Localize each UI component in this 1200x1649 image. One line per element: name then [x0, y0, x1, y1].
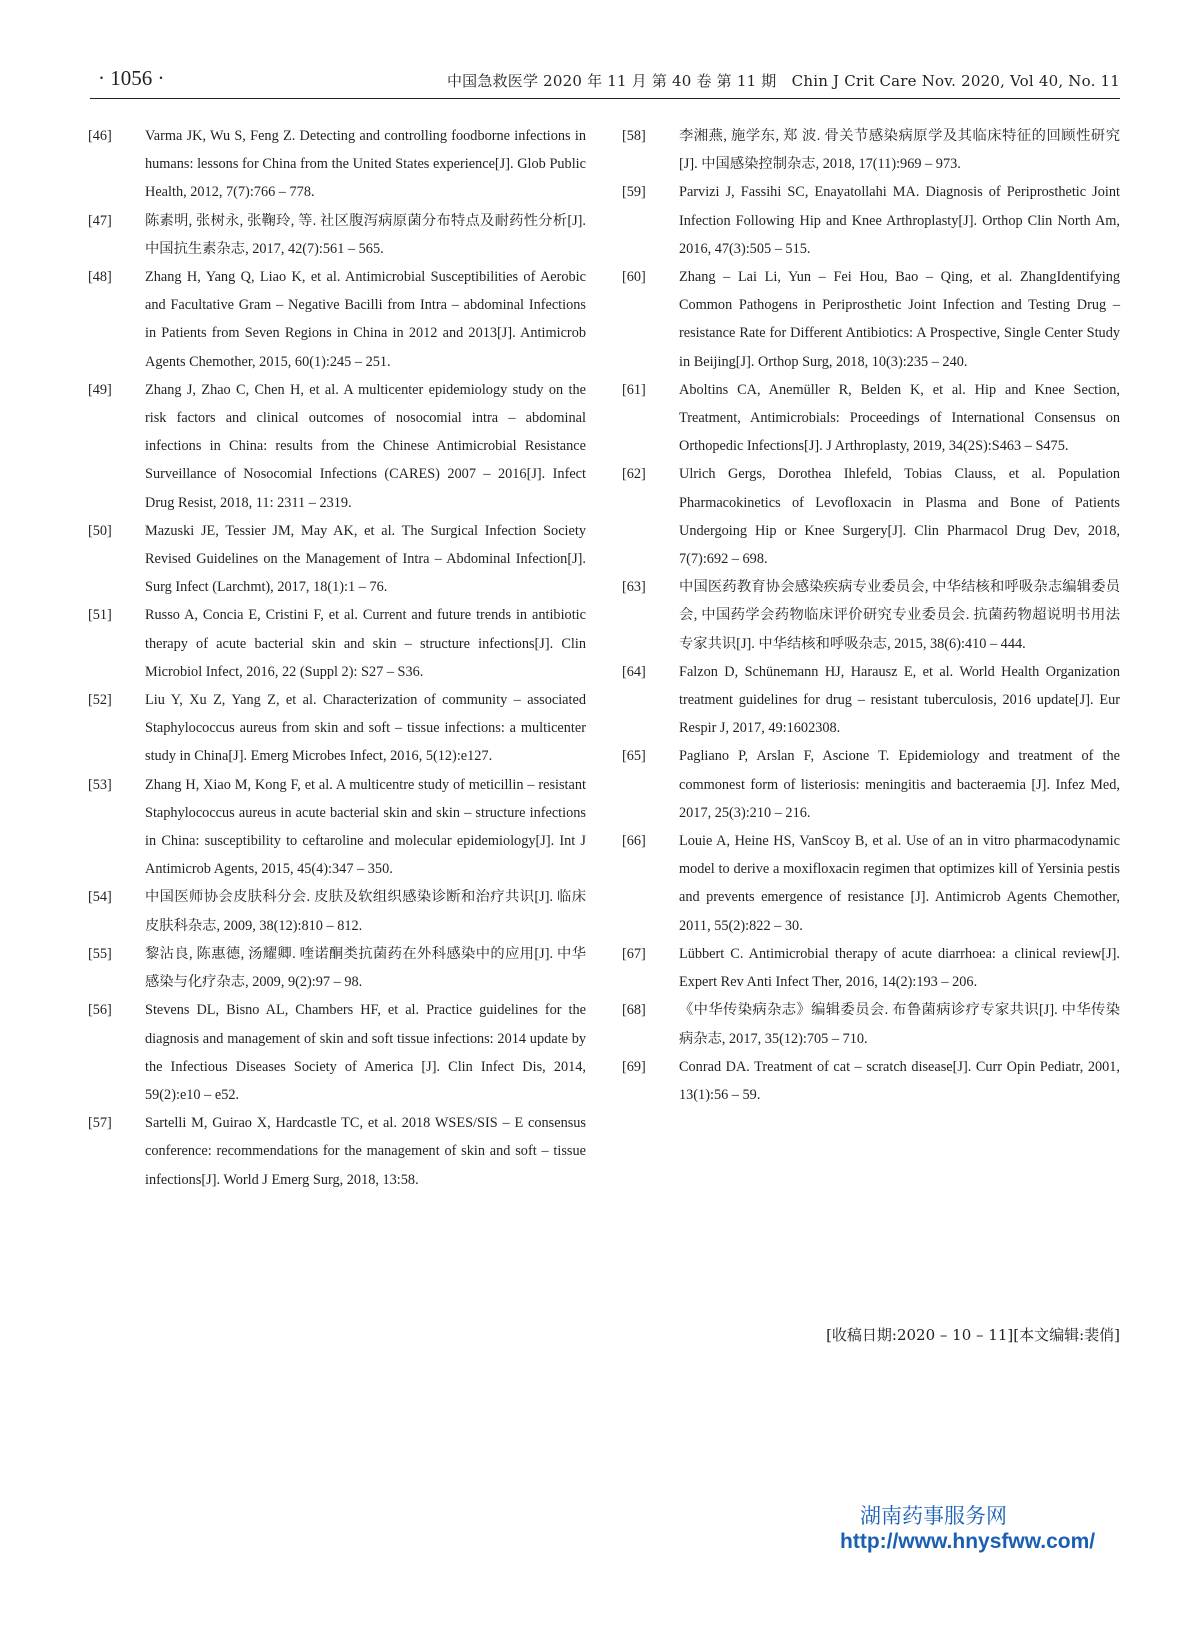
- reference-item: [622, 940, 1120, 996]
- reference-text: Zhang J, Zhao C, Chen H, et al. A multicenter epidemiology study on the risk factors and clinical outcomes of nosocomial intra – abdominal infections in China: results from the Chinese Antimicrobial Resistance Surveillance of Nosocomial Infections (CARES) 2007 – 2016[J]. Infect Drug Resist, 2018, 11: 2311 – 2319.: [145, 381, 586, 511]
- reference-item: [622, 263, 1120, 376]
- reference-item: [88, 517, 586, 602]
- reference-text: 黎沾良, 陈惠德, 汤耀卿. 喹诺酮类抗菌药在外科感染中的应用[J]. 中华感染与化疗杂志, 2009, 9(2):97 – 98.: [145, 945, 586, 991]
- reference-number: [47]: [88, 212, 112, 229]
- reference-item: [88, 883, 586, 939]
- reference-item: [88, 122, 586, 207]
- page-number: · 1056 ·: [98, 66, 165, 90]
- reference-item: [88, 940, 586, 996]
- reference-item: [622, 742, 1120, 827]
- reference-number: [68]: [622, 1002, 646, 1019]
- reference-number: [58]: [622, 128, 646, 144]
- reference-item: [622, 827, 1120, 940]
- reference-number: [49]: [88, 381, 112, 398]
- reference-text: Sartelli M, Guirao X, Hardcastle TC, et al. 2018 WSES/SIS – E consensus conference: recommendations for the management of skin and soft – tissue infections[J]. World J Emerg Surg, 2018, 13:58.: [145, 1115, 586, 1188]
- reference-number: [67]: [622, 945, 646, 962]
- reference-item: [88, 601, 586, 686]
- reference-text: 陈素明, 张树永, 张鞠玲, 等. 社区腹泻病原菌分布特点及耐药性分析[J]. 中国抗生素杂志, 2017, 42(7):561 – 565.: [145, 212, 586, 257]
- reference-text: Zhang H, Xiao M, Kong F, et al. A multicentre study of meticillin – resistant Staphylococcus aureus in acute bacterial skin and skin – structure infections in China: susceptibility to ceftaroline and molecular epidemiology[J]. Int J Antimicrob Agents, 2015, 45(4):347 – 350.: [145, 776, 586, 878]
- reference-text: Zhang – Lai Li, Yun – Fei Hou, Bao – Qing, et al. ZhangIdentifying Common Pathogens in Periprosthetic Joint Infection and Testing Drug – resistance Rate for Different Antibiotics: A Prospective, Single Center Study in Beijing[J]. Orthop Surg, 2018, 10(3):235 – 240.: [679, 269, 1120, 370]
- reference-item: [622, 178, 1120, 263]
- reference-text: Parvizi J, Fassihi SC, Enayatollahi MA. Diagnosis of Periprosthetic Joint Infection Following Hip and Knee Arthroplasty[J]. Orthop Clin North Am, 2016, 47(3):505 – 515.: [679, 184, 1120, 257]
- reference-text: Falzon D, Schünemann HJ, Harausz E, et al. World Health Organization treatment guidelines for drug – resistant tuberculosis, 2016 update[J]. Eur Respir J, 2017, 49:1602308.: [679, 663, 1120, 737]
- watermark-url-link[interactable]: http://www.hnysfww.com/: [840, 1530, 1096, 1553]
- reference-number: [59]: [622, 184, 646, 201]
- reference-number: [62]: [622, 466, 646, 483]
- reference-number: [65]: [622, 748, 646, 765]
- reference-text: Liu Y, Xu Z, Yang Z, et al. Characterization of community – associated Staphylococcus aureus from skin and soft – tissue infections: a multicenter study in China[J]. Emerg Microbes Infect, 2016, 5(12):e127.: [145, 692, 586, 765]
- reference-text: Zhang H, Yang Q, Liao K, et al. Antimicrobial Susceptibilities of Aerobic and Facultative Gram – Negative Bacilli from Intra – abdominal Infections in Patients from Seven Regions in China in 2012 and 2013[J]. Antimicrob Agents Chemother, 2015, 60(1):245 – 251.: [145, 269, 586, 370]
- reference-text: Mazuski JE, Tessier JM, May AK, et al. The Surgical Infection Society Revised Guidelines on the Management of Intra – Abdominal Infection[J]. Surg Infect (Larchmt), 2017, 18(1):1 – 76.: [145, 522, 586, 596]
- reference-item: [88, 263, 586, 376]
- watermark: [840, 1500, 1095, 1554]
- reference-text: Lübbert C. Antimicrobial therapy of acute diarrhoea: a clinical review[J]. Expert Rev Anti Infect Ther, 2016, 14(2):193 – 206.: [679, 945, 1120, 991]
- reference-text: Ulrich Gergs, Dorothea Ihlefeld, Tobias Clauss, et al. Population Pharmacokinetics of Levofloxacin in Plasma and Bone of Patients Undergoing Hip or Knee Surgery[J]. Clin Pharmacol Drug Dev, 2018, 7(7):692 – 698.: [679, 466, 1120, 568]
- journal-citation: 中国急救医学 2020 年 11 月 第 40 卷 第 11 期 Chin J Crit Care Nov. 2020, Vol 40, No. 11: [446, 72, 1120, 90]
- reference-number: [55]: [88, 945, 112, 962]
- reference-item: [622, 1053, 1120, 1109]
- reference-item: [622, 122, 1120, 178]
- reference-item: [88, 1109, 586, 1194]
- reference-text: Louie A, Heine HS, VanScoy B, et al. Use of an in vitro pharmacodynamic model to derive a moxifloxacin regimen that optimizes kill of Yersinia pestis and prevents emergence of resistance [J]. Antimicrob Agents Chemother, 2011, 55(2):822 – 30.: [679, 833, 1120, 934]
- reference-item: [622, 573, 1120, 658]
- reference-text: Conrad DA. Treatment of cat – scratch disease[J]. Curr Opin Pediatr, 2001, 13(1):56 – 59.: [679, 1058, 1120, 1103]
- reference-item: [88, 376, 586, 517]
- reference-number: [66]: [622, 833, 646, 850]
- reference-item: [88, 686, 586, 771]
- reference-number: [48]: [88, 269, 112, 286]
- reference-number: [61]: [622, 381, 646, 398]
- reference-item: [622, 658, 1120, 743]
- reference-text: Pagliano P, Arslan F, Ascione T. Epidemiology and treatment of the commonest form of listeriosis: meningitis and bacteraemia [J]. Infez Med, 2017, 25(3):210 – 216.: [679, 748, 1120, 821]
- reference-item: [622, 460, 1120, 573]
- reference-number: [51]: [88, 607, 112, 624]
- reference-number: [57]: [88, 1115, 112, 1132]
- reference-number: [60]: [622, 269, 646, 286]
- reference-number: [52]: [88, 692, 112, 709]
- reference-text: 李湘燕, 施学东, 郑 波. 骨关节感染病原学及其临床特征的回顾性研究[J]. 中国感染控制杂志, 2018, 17(11):969 – 973.: [679, 128, 1120, 173]
- reference-number: [50]: [88, 522, 112, 539]
- reference-item: [88, 771, 586, 884]
- reference-number: [46]: [88, 128, 112, 144]
- reference-item: [88, 996, 586, 1109]
- reference-number: [69]: [622, 1058, 646, 1075]
- reference-item: [622, 996, 1120, 1052]
- reference-text: Aboltins CA, Anemüller R, Belden K, et al. Hip and Knee Section, Treatment, Antimicrobials: Proceedings of International Consensus on Orthopedic Infections[J]. J Arthroplasty, 2019, 34(2S):S463 – S475.: [679, 381, 1120, 455]
- reference-text: Stevens DL, Bisno AL, Chambers HF, et al. Practice guidelines for the diagnosis and management of skin and soft tissue infections: 2014 update by the Infectious Diseases Society of America [J]. Clin Infect Dis, 2014, 59(2):e10 – e52.: [145, 1002, 586, 1103]
- reference-column-right: [622, 122, 1120, 1109]
- reference-item: [622, 376, 1120, 461]
- running-header: [90, 64, 1120, 99]
- watermark-site-name: 湖南药事服务网: [860, 1504, 1007, 1528]
- received-date-note: [收稿日期:2020 – 10 – 11][本文编辑:裴俏]: [826, 1326, 1120, 1344]
- reference-column-left: [88, 122, 586, 1194]
- reference-text: Varma JK, Wu S, Feng Z. Detecting and controlling foodborne infections in humans: lessons for China from the United States experience[J]. Glob Public Health, 2012, 7(7):766 – 778.: [145, 128, 586, 201]
- reference-item: [88, 207, 586, 263]
- reference-number: [54]: [88, 889, 112, 906]
- reference-number: [63]: [622, 579, 646, 596]
- reference-text: 《中华传染病杂志》编辑委员会. 布鲁菌病诊疗专家共识[J]. 中华传染病杂志, 2017, 35(12):705 – 710.: [679, 1002, 1120, 1047]
- reference-text: 中国医药教育协会感染疾病专业委员会, 中华结核和呼吸杂志编辑委员会, 中国药学会药物临床评价研究专业委员会. 抗菌药物超说明书用法专家共识[J]. 中华结核和呼吸杂志, 2015, 38(6):410 – 444.: [679, 579, 1120, 652]
- reference-text: Russo A, Concia E, Cristini F, et al. Current and future trends in antibiotic therapy of acute bacterial skin and skin – structure infections[J]. Clin Microbiol Infect, 2016, 22 (Suppl 2): S27 – S36.: [145, 607, 586, 680]
- reference-text: 中国医师协会皮肤科分会. 皮肤及软组织感染诊断和治疗共识[J]. 临床皮肤科杂志, 2009, 38(12):810 – 812.: [145, 889, 586, 934]
- reference-number: [64]: [622, 663, 646, 680]
- reference-number: [53]: [88, 776, 112, 793]
- reference-number: [56]: [88, 1002, 112, 1019]
